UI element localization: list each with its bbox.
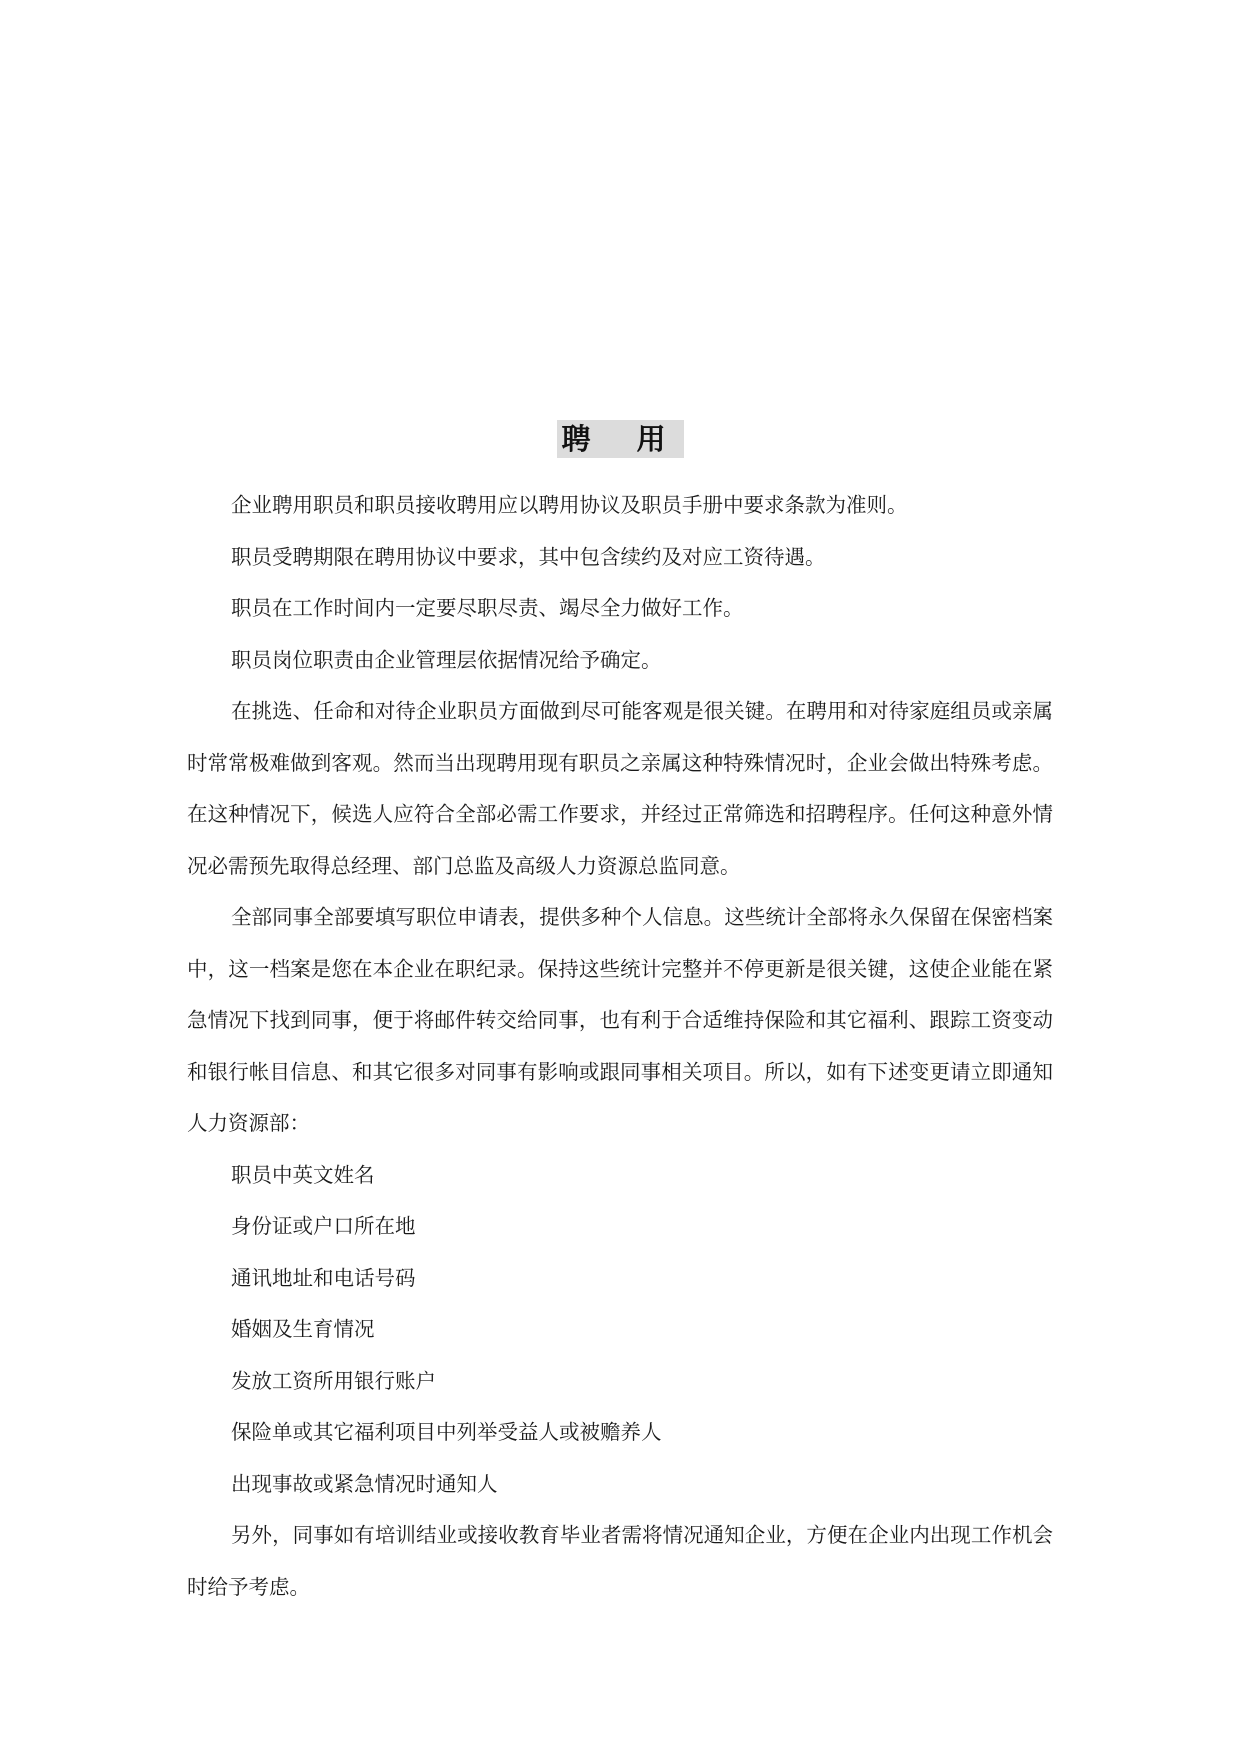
paragraph: 职员受聘期限在聘用协议中要求，其中包含续约及对应工资待遇。	[231, 544, 826, 569]
paragraph: 在挑选、任命和对待企业职员方面做到尽可能客观是很关键。在聘用和对待家庭组员或亲属时常常极难做到客观。然而当出现聘用现有职员之亲属这种特殊情况时，企业会做出特殊考虑。在这种情况下，候选人应符合全部必需工作要求，并经过正常筛选和招聘程序。任何这种意外情况必需预先取得总经理、部门总监及高级人力资源总监同意。	[187, 699, 1053, 878]
document-title: 聘 用	[557, 420, 683, 458]
paragraph: 企业聘用职员和职员接收聘用应以聘用协议及职员手册中要求条款为准则。	[231, 493, 908, 517]
paragraph: 职员岗位职责由企业管理层依据情况给予确定。	[231, 647, 662, 672]
paragraph: 另外，同事如有培训结业或接收教育毕业者需将情况通知企业，方便在企业内出现工作机会时给予考虑。	[187, 1523, 1053, 1599]
list-item: 身份证或户口所在地	[231, 1214, 416, 1238]
list-item: 职员中英文姓名	[231, 1162, 375, 1187]
document-body	[187, 480, 1053, 1613]
paragraph: 职员在工作时间内一定要尽职尽责、竭尽全力做好工作。	[231, 596, 744, 620]
title-container	[0, 420, 1241, 458]
list-item: 婚姻及生育情况	[231, 1317, 375, 1341]
list-item: 出现事故或紧急情况时通知人	[231, 1471, 498, 1496]
list-item: 发放工资所用银行账户	[231, 1368, 436, 1393]
list-item: 保险单或其它福利项目中列举受益人或被赡养人	[231, 1420, 662, 1444]
list-item: 通讯地址和电话号码	[231, 1265, 416, 1290]
paragraph: 全部同事全部要填写职位申请表，提供多种个人信息。这些统计全部将永久保留在保密档案中，这一档案是您在本企业在职纪录。保持这些统计完整并不停更新是很关键，这使企业能在紧急情况下找到同事，便于将邮件转交给同事，也有利于合适维持保险和其它福利、跟踪工资变动和银行帐目信息、和其它很多对同事有影响或跟同事相关项目。所以，如有下述变更请立即通知人力资源部：	[187, 905, 1053, 1135]
